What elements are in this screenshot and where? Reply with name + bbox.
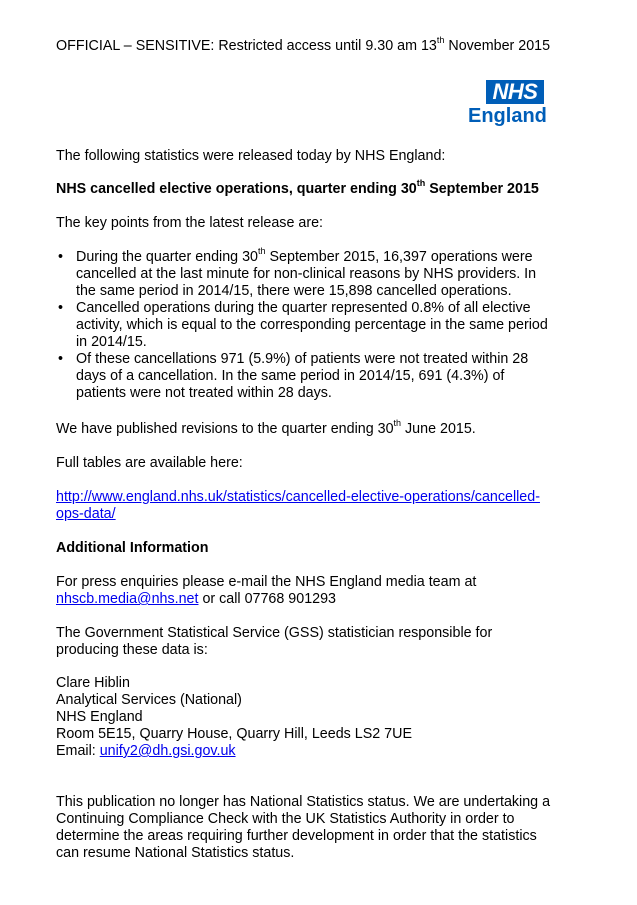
status-note: This publication no longer has National Statistics status. We are undertaking a Continuing Compliance Check with the UK Statistics Authority in order to determine the areas requiring further development in order that the statistics can resume National Statistics status. <box>56 794 551 861</box>
contact-org: NHS England <box>56 709 143 725</box>
additional-info-heading: Additional Information <box>56 540 209 556</box>
key-point-1: • During the quarter ending 30th September 2015, 16,397 operations were cancelled at the last minute for non-clinical reasons by NHS providers. In the same period in 2014/15, there were 15,898 cancelled operations. <box>56 249 576 300</box>
key-point-3: • Of these cancellations 971 (5.9%) of patients were not treated within 28 days of a cancellation. In the same period in 2014/15, 691 (4.3%) of patients were not treated within 28 days. <box>56 351 576 402</box>
tables-link[interactable]: http://www.england.nhs.uk/statistics/cancelled-elective-operations/cancelled- ops-data/ <box>56 489 540 522</box>
key-points-intro: The key points from the latest release are: <box>56 215 324 231</box>
contact-email-line: Email: unify2@dh.gsi.gov.uk <box>56 743 236 759</box>
classification-line: OFFICIAL – SENSITIVE: Restricted access until 9.30 am 13th November 2015 <box>56 35 551 54</box>
key-point-2: • Cancelled operations during the quarter represented 0.8% of all elective activity, which is equal to the corresponding percentage in the same period in 2014/15. <box>56 300 576 351</box>
key-points-list <box>56 246 576 402</box>
revisions-line: We have published revisions to the quarter ending 30th June 2015. <box>56 418 476 437</box>
intro-line: The following statistics were released today by NHS England: <box>56 148 446 164</box>
tables-intro: Full tables are available here: <box>56 455 243 471</box>
nhs-logo-england: England <box>468 105 547 127</box>
contact-email-link[interactable]: unify2@dh.gsi.gov.uk <box>99 743 236 759</box>
nhs-england-logo <box>468 80 546 130</box>
press-enquiries: For press enquiries please e-mail the NHS England media team at nhscb.media@nhs.net or call 07768 901293 <box>56 574 477 607</box>
press-email-link[interactable]: nhscb.media@nhs.net <box>56 591 199 607</box>
contact-block <box>56 675 412 760</box>
release-title: NHS cancelled elective operations, quarter ending 30th September 2015 <box>56 178 539 197</box>
contact-room: Room 5E15, Quarry House, Quarry Hill, Leeds LS2 7UE <box>56 726 412 742</box>
contact-name: Clare Hiblin <box>56 675 130 691</box>
nhs-logo-box: NHS <box>486 80 544 104</box>
contact-unit: Analytical Services (National) <box>56 692 242 708</box>
gss-statement: The Government Statistical Service (GSS) statistician responsible for producing these data is: <box>56 625 493 658</box>
